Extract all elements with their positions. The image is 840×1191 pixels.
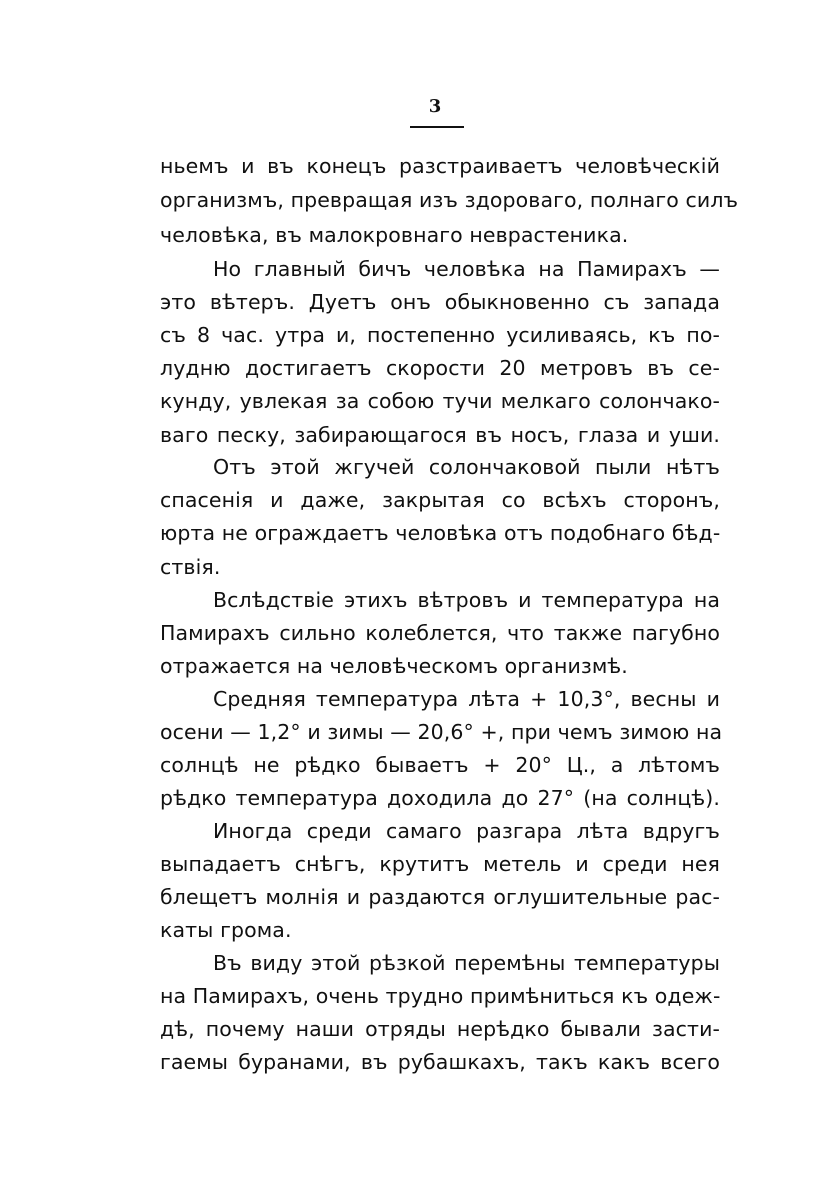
page-number: 3: [428, 96, 442, 117]
text-line: ваго песку, забирающагося въ носъ, глаза и уши.: [160, 423, 720, 447]
text-line: кунду, увлекая за собою тучи мелкаго солончако-: [160, 389, 720, 413]
text-line: Вслѣдствіе этихъ вѣтровъ и температура на: [213, 588, 720, 612]
text-line: Въ виду этой рѣзкой перемѣны температуры: [213, 951, 720, 975]
text-line: каты грома.: [160, 918, 292, 942]
text-line: осени — 1,2° и зимы — 20,6° +, при чемъ зимою на: [160, 720, 723, 744]
text-line: рѣдко температура доходила до 27° (на солнцѣ).: [160, 786, 720, 810]
text-line: ствія.: [160, 555, 221, 579]
text-line: юрта не ограждаетъ человѣка отъ подобнаго бѣд-: [160, 521, 721, 545]
text-line: ньемъ и въ конецъ разстраиваетъ человѣческій: [160, 154, 720, 178]
text-line: отражается на человѣческомъ организмѣ.: [160, 654, 628, 678]
text-line: организмъ, превращая изъ здороваго, полнаго силъ: [160, 188, 739, 212]
text-line: солнцѣ не рѣдко бываетъ + 20° Ц., а лѣтомъ: [160, 753, 720, 777]
text-line: человѣка, въ малокровнаго неврастеника.: [160, 223, 629, 247]
text-line: блещетъ молнія и раздаются оглушительные рас-: [160, 885, 720, 909]
text-line: гаемы буранами, въ рубашкахъ, такъ какъ всего: [160, 1050, 720, 1074]
text-line: съ 8 час. утра и, постепенно усиливаясь, къ по-: [160, 323, 720, 347]
text-line: на Памирахъ, очень трудно примѣниться къ одеж-: [160, 984, 721, 1008]
text-line: Средняя температура лѣта + 10,3°, весны и: [213, 687, 720, 711]
text-line: Но главный бичъ человѣка на Памирахъ —: [213, 257, 720, 281]
text-line: Отъ этой жгучей солончаковой пыли нѣтъ: [213, 455, 720, 479]
text-line: это вѣтеръ. Дуетъ онъ обыкновенно съ запада: [160, 290, 720, 314]
text-line: Иногда среди самаго разгара лѣта вдругъ: [213, 819, 720, 843]
text-line: дѣ, почему наши отряды нерѣдко бывали засти-: [160, 1017, 720, 1041]
header-rule: [410, 126, 464, 128]
text-line: лудню достигаетъ скорости 20 метровъ въ се-: [160, 356, 720, 380]
text-line: Памирахъ сильно колеблется, что также пагубно: [160, 621, 720, 645]
text-line: спасенія и даже, закрытая со всѣхъ сторонъ,: [160, 488, 720, 512]
text-line: выпадаетъ снѣгъ, крутитъ метель и среди нея: [160, 852, 720, 876]
